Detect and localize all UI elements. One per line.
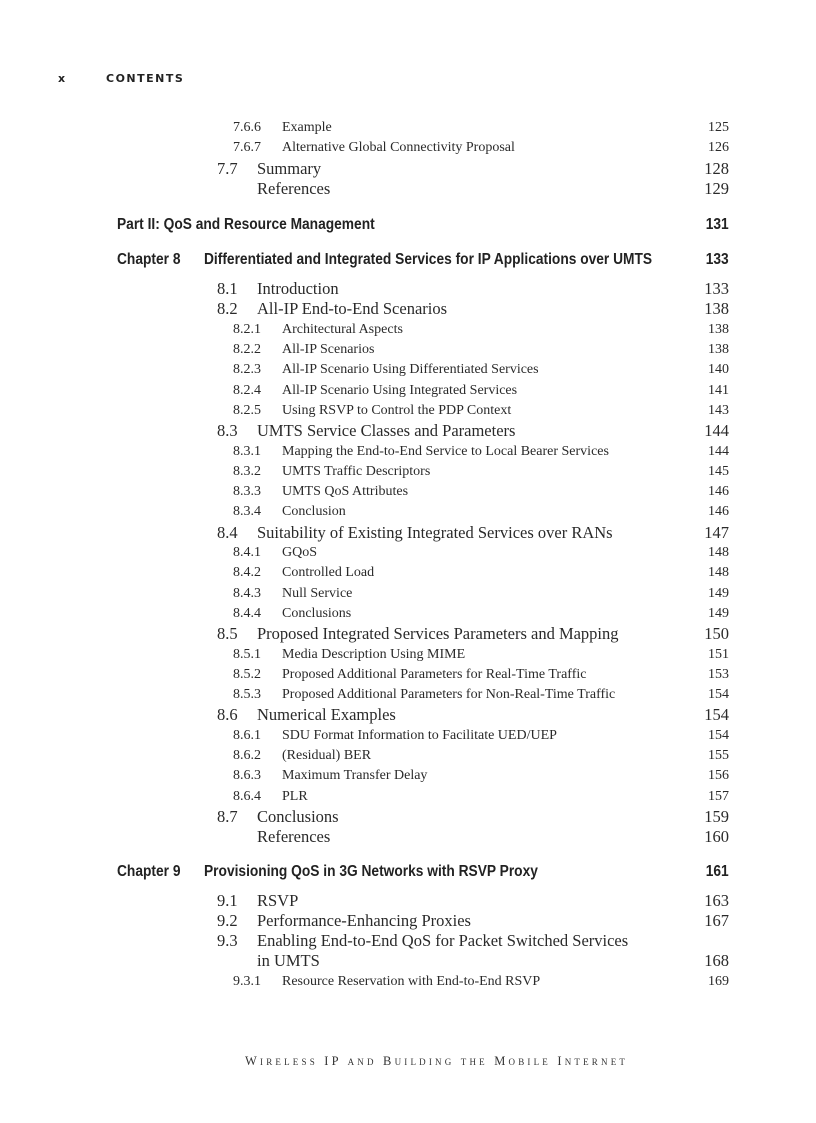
toc-entry-title: Media Description Using MIME [282, 646, 466, 662]
toc-entry-page: 150 [704, 624, 729, 644]
toc-entry-number: Chapter 9 [117, 862, 181, 880]
toc-entry-title: GQoS [282, 545, 318, 561]
toc-entry-page: 147 [704, 522, 729, 542]
toc-entry [0, 786, 816, 806]
toc-entry [0, 278, 816, 298]
toc-entry [0, 339, 816, 359]
toc-entry-page: 155 [708, 748, 729, 764]
toc-entry-title: (Residual) BER [282, 748, 372, 764]
toc-entry-number: 8.6.2 [233, 748, 261, 764]
toc-entry-page: 148 [708, 545, 729, 561]
toc-chapter-entry [0, 861, 816, 890]
toc-entry-title: Provisioning QoS in 3G Networks with RSVP Proxy [204, 862, 538, 880]
toc-entry [0, 603, 816, 623]
toc-entry [0, 481, 816, 501]
toc-entry [0, 950, 816, 970]
toc-entry-number: 8.2.5 [233, 402, 261, 418]
toc-entry-page: 161 [706, 862, 729, 880]
toc-entry-page: 151 [708, 646, 729, 662]
toc-entry-title: SDU Format Information to Facilitate UED/UEP [282, 727, 557, 743]
toc-entry-title: Performance-Enhancing Proxies [257, 910, 471, 930]
toc-entry-page: 156 [708, 768, 729, 784]
toc-entry-number: 8.6 [217, 705, 238, 725]
toc-entry [0, 137, 816, 157]
toc-entry [0, 400, 816, 420]
toc-entry [0, 441, 816, 461]
toc-entry-page: 146 [708, 504, 729, 520]
toc-entry-title: Conclusions [257, 806, 339, 826]
toc-entry-page: 133 [704, 279, 729, 299]
toc-entry-number: 8.3.3 [233, 484, 261, 500]
toc-entry-title: Suitability of Existing Integrated Services over RANs [257, 522, 613, 542]
toc-entry-page: 149 [708, 605, 729, 621]
toc-entry-title: Enabling End-to-End QoS for Packet Switched Services [257, 931, 629, 951]
toc-entry-number: 8.2.2 [233, 342, 261, 358]
toc-entry-title: PLR [282, 788, 308, 804]
toc-entry-title: All-IP Scenario Using Differentiated Services [282, 362, 539, 378]
toc-entry-title: UMTS Service Classes and Parameters [257, 421, 516, 441]
toc-entry-number: 9.3 [217, 931, 238, 951]
toc-entry-page: 163 [704, 890, 729, 910]
toc-entry-number: 8.3.1 [233, 443, 261, 459]
toc-entry [0, 542, 816, 562]
toc-entry-title: in UMTS [257, 951, 320, 971]
running-header [58, 72, 184, 85]
toc-entry-title: Summary [257, 158, 322, 178]
footer-book-title: Wireless IP and Building the Mobile Internet [245, 1054, 629, 1068]
toc-entry-page: 146 [708, 484, 729, 500]
toc-entry [0, 725, 816, 745]
toc-entry-page: 129 [704, 178, 729, 198]
toc-entry-number: 8.2 [217, 299, 238, 319]
toc-entry-page: 131 [706, 216, 729, 234]
toc-entry-title: Architectural Aspects [282, 321, 403, 337]
toc-entry-page: 138 [704, 299, 729, 319]
toc-entry-number: 8.2.3 [233, 362, 261, 378]
toc-entry-title: Using RSVP to Control the PDP Context [282, 402, 512, 418]
toc-entry-number: 8.7 [217, 806, 238, 826]
toc-entry-title: Proposed Integrated Services Parameters and Mapping [257, 624, 619, 644]
toc-entry-title: Introduction [257, 279, 339, 299]
toc-entry-number: 8.4 [217, 522, 238, 542]
toc-entry-page: 133 [706, 251, 729, 269]
toc-entry-title: Differentiated and Integrated Services for IP Applications over UMTS [204, 251, 653, 269]
toc-entry [0, 745, 816, 765]
toc-entry-page: 144 [704, 421, 729, 441]
toc-entry-title: Mapping the End-to-End Service to Local Bearer Services [282, 443, 609, 459]
toc-entry [0, 583, 816, 603]
toc-entry-page: 148 [708, 565, 729, 581]
toc-entry [0, 117, 816, 137]
toc-entry-title: References [257, 827, 331, 847]
toc-entry-page: 167 [704, 910, 729, 930]
toc-entry-title: UMTS Traffic Descriptors [282, 463, 431, 479]
toc-entry [0, 420, 816, 440]
toc-entry-number: 8.2.1 [233, 321, 261, 337]
toc-entry [0, 178, 816, 198]
toc-entry-number: 8.5.2 [233, 666, 261, 682]
toc-entry-number: Chapter 8 [117, 251, 181, 269]
toc-entry [0, 971, 816, 991]
toc-entry-title: Alternative Global Connectivity Proposal [282, 140, 515, 156]
toc-entry-number: 9.2 [217, 910, 238, 930]
header-title: CONTENTS [106, 72, 185, 85]
toc-entry-page: 157 [708, 788, 729, 804]
toc-entry-number: 8.6.3 [233, 768, 261, 784]
toc-entry-page: 154 [708, 727, 729, 743]
toc-entry-number: 8.6.4 [233, 788, 261, 804]
toc-entry [0, 890, 816, 910]
toc-entry-number: 8.1 [217, 279, 238, 299]
toc-entry-page: 143 [708, 402, 729, 418]
toc-entry-page: 145 [708, 463, 729, 479]
toc-entry-number: 9.1 [217, 890, 238, 910]
toc-entry-number: 7.6.6 [233, 120, 261, 135]
toc-entry-page: 168 [704, 951, 729, 971]
toc-entry [0, 930, 816, 950]
toc-entry-page: 159 [704, 806, 729, 826]
toc-entry-title: Proposed Additional Parameters for Non-Real-Time Traffic [282, 687, 616, 703]
toc-entry-number: 7.6.7 [233, 140, 261, 156]
toc-entry-number: 8.4.1 [233, 545, 261, 561]
toc-entry-number: 8.5.1 [233, 646, 261, 662]
toc-entry [0, 380, 816, 400]
toc-entry [0, 501, 816, 521]
toc-entry [0, 522, 816, 542]
toc-entry-number: 8.6.1 [233, 727, 261, 743]
toc-entry-title: All-IP End-to-End Scenarios [257, 299, 448, 319]
toc-entry-title: Numerical Examples [257, 705, 396, 725]
toc-entry-number: 8.3 [217, 421, 238, 441]
toc-entry-title: Conclusion [282, 504, 346, 520]
toc-entry [0, 806, 816, 826]
toc-entry-title: References [257, 178, 331, 198]
toc-chapter-entry [0, 249, 816, 278]
toc-entry-page: 126 [708, 140, 729, 156]
toc-entry-page: 169 [708, 973, 729, 989]
toc-entry-page: 140 [708, 362, 729, 378]
toc-entry-title: Conclusions [282, 605, 352, 621]
toc-entry-number: 8.2.4 [233, 382, 261, 398]
toc-entry [0, 623, 816, 643]
toc-entry-page: 160 [704, 827, 729, 847]
toc-entry-title: Part II: QoS and Resource Management [117, 216, 375, 234]
toc-entry-title: Maximum Transfer Delay [282, 768, 428, 784]
toc-entry-title: Resource Reservation with End-to-End RSVP [282, 973, 541, 989]
toc-entry-number: 8.3.2 [233, 463, 261, 479]
toc-entry-number: 8.4.4 [233, 605, 261, 621]
toc-entry [0, 359, 816, 379]
toc-entry-number: 8.4.2 [233, 565, 261, 581]
toc-entry-page: 138 [708, 342, 729, 358]
toc-entry-page: 141 [708, 382, 729, 398]
toc-entry-page: 138 [708, 321, 729, 337]
toc-entry [0, 704, 816, 724]
toc-entry [0, 562, 816, 582]
toc-entry-number: 8.4.3 [233, 585, 261, 601]
toc-entry-title: Proposed Additional Parameters for Real-Time Traffic [282, 666, 587, 682]
toc-entry-page: 149 [708, 585, 729, 601]
toc-entry-number: 8.5 [217, 624, 238, 644]
header-page-number: x [58, 72, 67, 85]
toc-entry-number: 8.5.3 [233, 687, 261, 703]
toc-entry-title: All-IP Scenarios [282, 342, 375, 358]
table-of-contents [0, 117, 816, 991]
toc-entry-page: 144 [708, 443, 729, 459]
toc-entry [0, 644, 816, 664]
toc-entry-number: 9.3.1 [233, 973, 261, 989]
toc-part-entry [0, 214, 816, 243]
toc-entry-page: 154 [704, 705, 729, 725]
toc-entry-page: 153 [708, 666, 729, 682]
toc-entry [0, 664, 816, 684]
toc-entry [0, 461, 816, 481]
toc-entry [0, 910, 816, 930]
toc-entry [0, 158, 816, 178]
toc-entry-page: 125 [708, 120, 729, 135]
toc-entry-page: 128 [704, 158, 729, 178]
toc-entry-number: 7.7 [217, 158, 238, 178]
toc-entry-title: Controlled Load [282, 565, 375, 581]
toc-entry-title: RSVP [257, 890, 299, 910]
toc-entry-number: 8.3.4 [233, 504, 261, 520]
toc-entry-title: UMTS QoS Attributes [282, 484, 409, 500]
toc-entry [0, 684, 816, 704]
toc-entry-title: Null Service [282, 585, 353, 601]
toc-entry [0, 826, 816, 846]
toc-entry [0, 319, 816, 339]
toc-entry-page: 154 [708, 687, 729, 703]
toc-entry [0, 298, 816, 318]
toc-entry-title: Example [282, 120, 332, 135]
toc-entry [0, 765, 816, 785]
toc-entry-title: All-IP Scenario Using Integrated Services [282, 382, 518, 398]
